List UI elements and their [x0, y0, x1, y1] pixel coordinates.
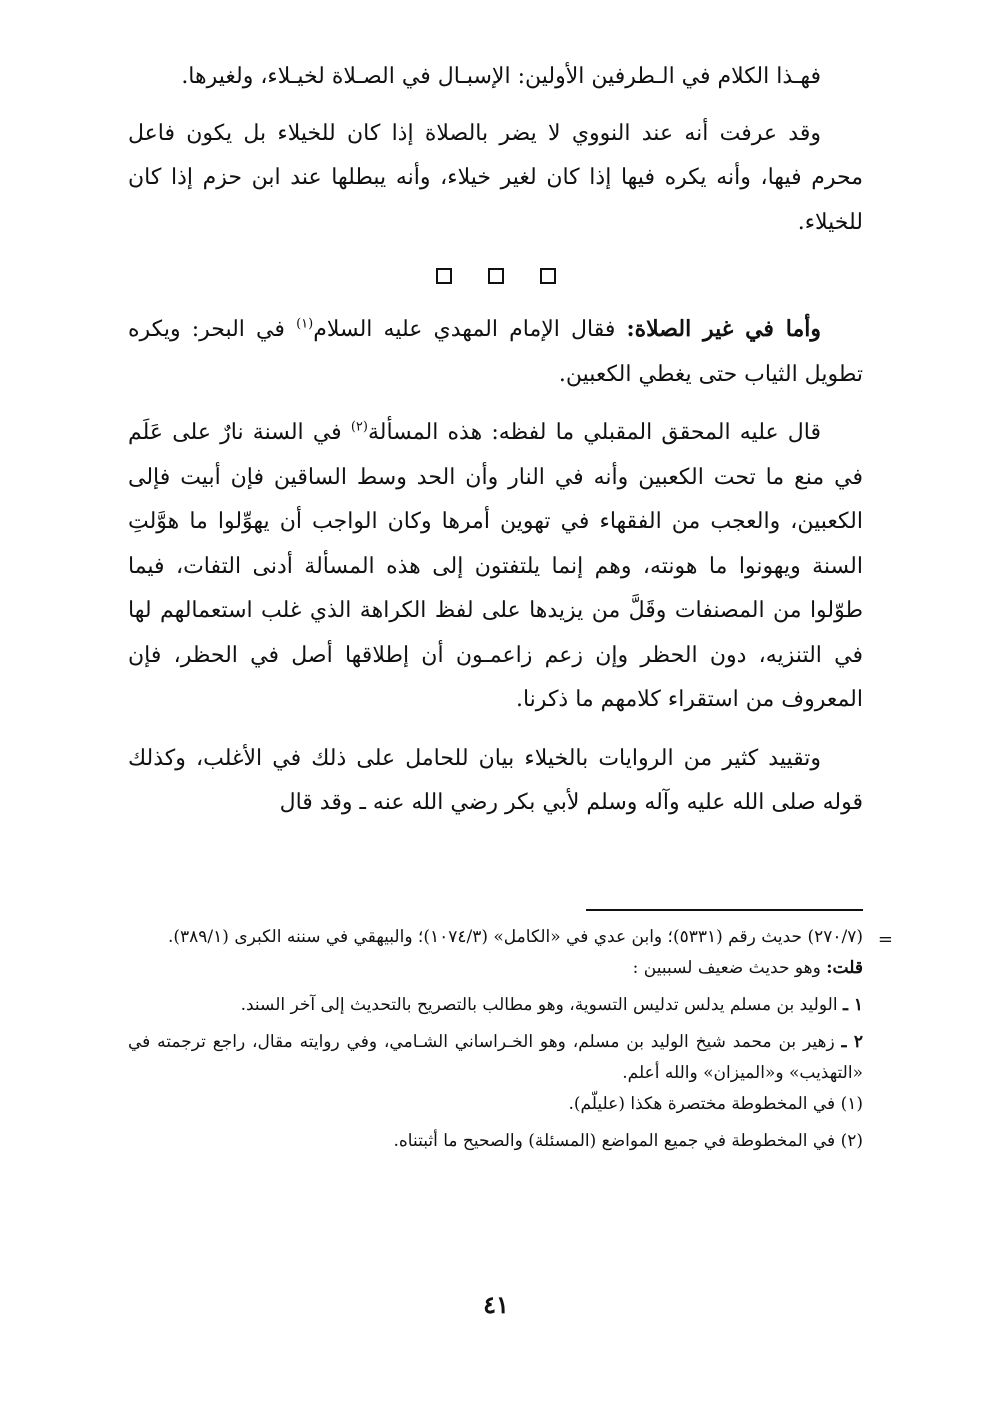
paragraph-4-text-b: في السنة نارٌ على عَلَم في منع ما تحت الكعبين وأنه في النار وأن الحد وسط الساقين فإن أبيت فإلى الكعبين، والعجب من الفقهاء في تهوين أمرها وكان الواجب أن يهوِّلوا ما هوَّلتِ السنة ويهونوا ما هونته، وهم إنما يلتفتون إلى هذه المسألة أدنى التفات، فيما طوّلوا من المصنفات وقَلَّ من يزيدها على لفظ الكراهة الذي غلب استعمالهم لها في التنزيه، دون الحظر وإن زعم زاعمـون أن إطلاقها أصل في الحظر، فإن المعروف من استقراء كلامهم ما ذكرنا.	[128, 420, 863, 712]
footnotes	[128, 922, 893, 1157]
footnote-reason-2	[128, 1027, 863, 1089]
footnote-continued-text: (٢٧٠/٧) حديث رقم (٥٣٣١)؛ وابن عدي في «الكامل» (١٠٧٤/٣)؛ والبيهقي في سننه الكبرى (٣٨٩/١).	[167, 927, 863, 947]
divider-square-icon	[540, 268, 556, 284]
paragraph-2: وقد عرفت أنه عند النووي لا يضر بالصلاة إذا كان للخيلاء بل يكون فاعل محرم فيها، وأنه يكره فيها إذا كان لغير خيلاء، وأنه يبطلها عند ابن حزم إذا كان للخيلاء.	[128, 120, 863, 235]
reason-2-text: زهير بن محمد شيخ الوليد بن مسلم، وهو الخـراساني الشـامي، وفي روايته مقال، راجع ترجمته في «التهذيب» و«الميزان» والله أعلم.	[128, 1032, 863, 1083]
divider-square-icon	[436, 268, 452, 284]
paragraph-5: وتقييد كثير من الروايات بالخيلاء بيان للحامل على ذلك في الأغلب، وكذلك قوله صلى الله عليه وآله وسلم لأبي بكر رضي الله عنه ـ وقد قال	[128, 745, 863, 815]
footnote-2: (٢) في المخطوطة في جميع المواضع (المسئلة) والصحيح ما أثبتناه.	[393, 1131, 863, 1151]
note-label: قلت:	[826, 958, 863, 978]
reason-1-number: ١ ـ	[842, 995, 863, 1015]
note-text: وهو حديث ضعيف لسببين :	[632, 958, 827, 978]
footnote-continued	[128, 922, 893, 953]
section-lead: وأما في غير الصلاة:	[626, 316, 821, 342]
paragraph-3-text-a: فقال الإمام المهدي عليه السلام	[313, 317, 627, 342]
paragraph-4-text-a: قال عليه المحقق المقبلي ما لفظه: هذه المسألة	[367, 420, 821, 445]
main-text	[128, 55, 863, 826]
paragraph-4	[128, 411, 863, 723]
reason-1-text: الوليد بن مسلم يدلس تدليس التسوية، وهو مطالب بالتصريح بالتحديث إلى آخر السند.	[240, 995, 843, 1015]
footnote-note	[128, 953, 863, 984]
page-number: ٤١	[483, 1290, 509, 1319]
continued-marker: =	[877, 929, 893, 950]
paragraph-1: فهـذا الكلام في الـطرفين الأولين: الإسبـال في الصـلاة لخيـلاء، ولغيرها.	[181, 64, 821, 89]
reason-2-number: ٢ ـ	[841, 1032, 864, 1052]
footnote-reason-1	[128, 990, 863, 1021]
footnote-separator	[586, 909, 863, 911]
divider-square-icon	[488, 268, 504, 284]
footnote-1: (١) في المخطوطة مختصرة هكذا (عليلّم).	[568, 1094, 863, 1114]
section-divider	[128, 265, 863, 289]
footnote-ref-1: (١)	[296, 316, 314, 332]
paragraph-3	[128, 307, 863, 397]
footnote-ref-2: (٢)	[350, 419, 368, 435]
paragraph-3-text-b: في البحر: ويكره تطويل الثياب حتى يغطي الكعبين.	[128, 317, 863, 387]
